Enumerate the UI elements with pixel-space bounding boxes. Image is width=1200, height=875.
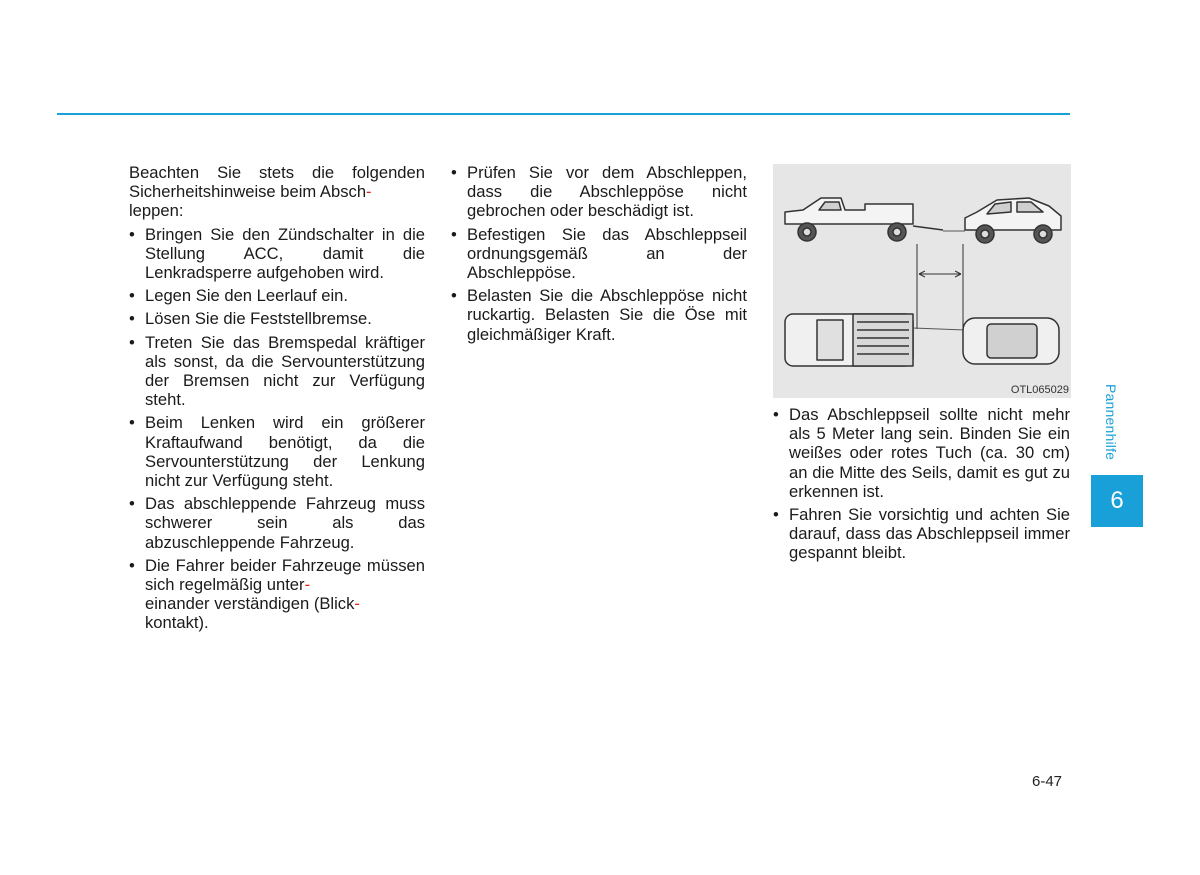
list-item: • Beim Lenken wird ein größerer Kraftaufwand benötigt, da die Servounterstützung der Lenkung nicht zur Verfügung steht. [129,413,425,490]
tow-truck-side [785,198,943,241]
suv-side [965,198,1061,243]
list-item: • Die Fahrer beider Fahrzeuge müssen sich regelmäßig unter- einander verständigen (Blick- kontakt). [129,556,425,633]
list-item: • Das Abschleppseil sollte nicht mehr als 5 Meter lang sein. Binden Sie ein weißes oder rotes Tuch (ca. 30 cm) an die Mitte des Seils, damit es gut zu erkennen ist. [773,405,1070,501]
distance-marker [917,244,963,329]
list-item: • Befestigen Sie das Abschleppseil ordnungsgemäß an der Abschleppöse. [451,225,747,283]
header-rule [57,113,1070,115]
list-item: • Belasten Sie die Abschleppöse nicht ruckartig. Belasten Sie die Öse mit gleichmäßiger Kraft. [451,286,747,344]
list-item: • Legen Sie den Leerlauf ein. [129,286,425,305]
towing-figure [773,164,1071,398]
list-item: • Prüfen Sie vor dem Abschleppen, dass die Abschleppöse nicht gebrochen oder beschädigt ist. [451,163,747,221]
list-item: • Treten Sie das Bremspedal kräftiger als sonst, da die Servounterstützung der Bremsen nicht zur Verfügung steht. [129,333,425,410]
list-item: • Lösen Sie die Feststellbremse. [129,309,425,328]
tow-rope-top [913,328,965,330]
column-2 [451,163,747,348]
suv-top [963,318,1059,364]
tow-truck-top [785,314,913,366]
page-number: 6-47 [1032,773,1063,790]
chapter-tab: 6 [1091,475,1143,527]
column-3 [773,405,1070,567]
section-label: Pannenhilfe [1103,384,1119,461]
check-list [451,163,747,344]
towing-illustration [773,164,1071,398]
list-item: • Das abschleppende Fahrzeug muss schwerer sein als das abzuschleppende Fahrzeug. [129,494,425,552]
figure-caption: OTL065029 [1010,384,1069,396]
intro-paragraph: Beachten Sie stets die folgenden Sicherheitshinweise beim Absch- leppen: [129,163,425,221]
column-1 [129,163,425,637]
list-item: • Fahren Sie vorsichtig und achten Sie darauf, dass das Abschleppseil immer gespannt bleibt. [773,505,1070,563]
rope-list [773,405,1070,563]
list-item: • Bringen Sie den Zündschalter in die Stellung ACC, damit die Lenkradsperre aufgehoben wird. [129,225,425,283]
safety-list [129,225,425,633]
